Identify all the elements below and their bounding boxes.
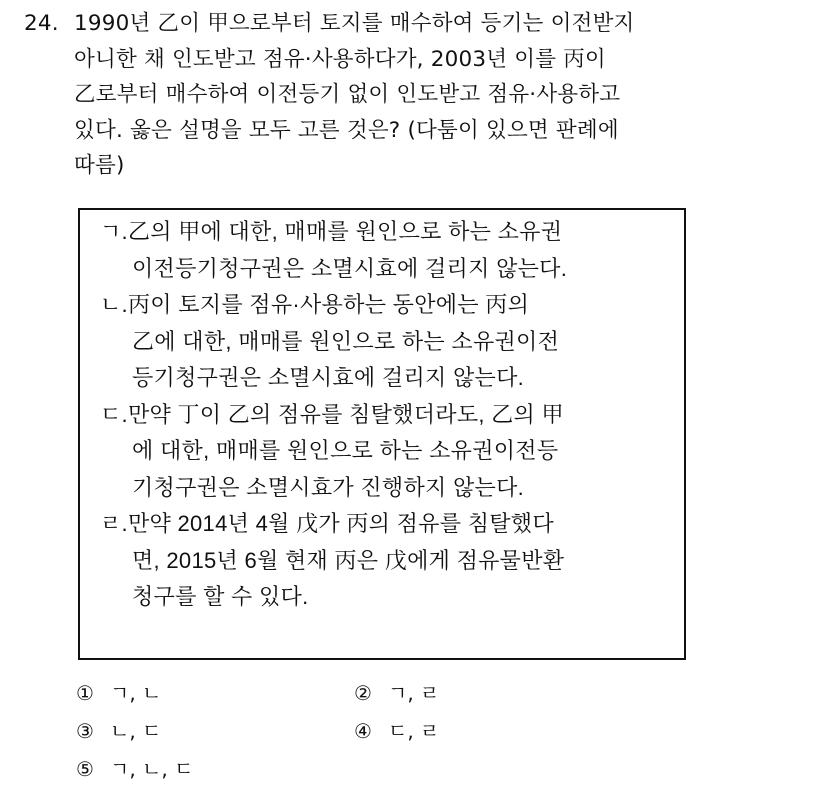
choice-1[interactable] <box>76 674 161 712</box>
statements-box <box>78 208 686 660</box>
choice-4-number: ④ <box>354 719 372 743</box>
statement-b-line-2: 乙에 대한, 매매를 원인으로 하는 소유권이전 <box>132 328 560 354</box>
question-line-1 <box>24 6 814 42</box>
choice-2[interactable] <box>354 674 439 712</box>
statement-a-letter: ㄱ. <box>100 219 128 244</box>
question-text: 1990년 乙이 甲으로부터 토지를 매수하여 등기는 이전받지 <box>74 11 635 36</box>
question-line-5: 따름) <box>74 153 125 178</box>
choice-3-number: ③ <box>76 719 94 743</box>
statement-d-line-3: 청구를 할 수 있다. <box>132 584 309 609</box>
statement-c-letter: ㄷ. <box>100 401 128 427</box>
statement-b-line-3: 등기청구권은 소멸시효에 걸리지 않는다. <box>132 365 525 390</box>
statement-c-line-2: 에 대한, 매매를 원인으로 하는 소유권이전등 <box>132 438 559 463</box>
statement-d-line-1 <box>100 506 670 543</box>
choice-2-number: ② <box>354 681 372 705</box>
choice-5[interactable] <box>76 750 193 788</box>
choice-row <box>76 674 776 712</box>
statement-d-line-2: 면, 2015년 6월 현재 丙은 戊에게 점유물반환 <box>132 547 565 573</box>
question-number: 24. <box>24 11 59 36</box>
choice-row <box>76 712 776 750</box>
statement-c-line-3: 기청구권은 소멸시효가 진행하지 않는다. <box>132 474 525 500</box>
choice-5-number: ⑤ <box>76 757 94 781</box>
choice-3-text: ㄴ, ㄷ <box>110 719 162 743</box>
statement-b-line-1 <box>100 287 670 324</box>
statement-d-letter: ㄹ. <box>100 511 128 536</box>
statement-a-line-1 <box>100 214 670 251</box>
question-line-4: 있다. 옳은 설명을 모두 고른 것은? (다툼이 있으면 판례에 <box>74 117 619 143</box>
choice-row <box>76 750 776 788</box>
statement-c-text: 만약 丁이 乙의 점유를 침탈했더라도, 乙의 甲 <box>127 401 564 427</box>
choice-3[interactable] <box>76 712 161 750</box>
choice-1-number: ① <box>76 681 94 705</box>
statement-c-line-1 <box>100 397 670 434</box>
choice-4[interactable] <box>354 712 439 750</box>
choice-5-text: ㄱ, ㄴ, ㄷ <box>110 757 194 781</box>
question-line-3: 乙로부터 매수하여 이전등기 없이 인도받고 점유·사용하고 <box>74 82 621 107</box>
statement-a-line-2: 이전등기청구권은 소멸시효에 걸리지 않는다. <box>132 255 568 281</box>
statement-d-text: 만약 2014년 4월 戊가 丙의 점유를 침탈했다 <box>127 511 554 536</box>
choice-1-text: ㄱ, ㄴ <box>110 681 162 705</box>
answer-choices <box>76 674 776 788</box>
question-line-2: 아니한 채 인도받고 점유·사용하다가, 2003년 이를 丙이 <box>74 46 606 72</box>
choice-4-text: ㄷ, ㄹ <box>388 719 440 743</box>
statement-b-letter: ㄴ. <box>100 292 128 317</box>
choice-2-text: ㄱ, ㄹ <box>388 681 440 705</box>
question-stem <box>24 6 814 184</box>
statement-a-text: 乙의 甲에 대한, 매매를 원인으로 하는 소유권 <box>127 219 563 244</box>
statements-list <box>100 214 670 616</box>
statement-b-text: 丙이 토지를 점유·사용하는 동안에는 丙의 <box>127 292 530 317</box>
